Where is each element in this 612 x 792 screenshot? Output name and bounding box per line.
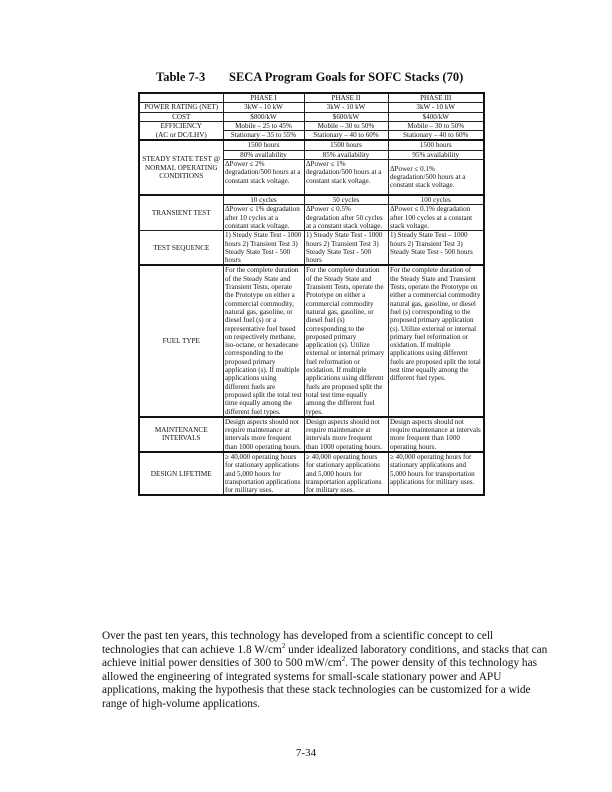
superscript: 2 bbox=[281, 641, 286, 650]
row-label: COST bbox=[139, 112, 223, 121]
row-label-line: INTERVALS bbox=[162, 434, 201, 443]
cell-phase-1: 80% availability bbox=[223, 150, 304, 159]
table-row-fuel-type bbox=[139, 265, 484, 416]
row-label: POWER RATING (NET) bbox=[139, 103, 223, 112]
table-row-power-rating bbox=[139, 103, 484, 112]
header-phase-3: PHASE III bbox=[388, 93, 484, 103]
row-label bbox=[139, 417, 223, 452]
cell-phase-1: $800/kW bbox=[223, 112, 304, 121]
cell-phase-1: 1) Steady State Test - 1000 hours 2) Transient Test 3) Steady State Test - 500 hours bbox=[223, 231, 304, 266]
paragraph-text: . The power density of this technology has allowed the engineering of integrated systems for small-scale stationary power and APU applications, making the hypothesis that these stack technologies can be customized for a wide range of high-volume applications. bbox=[102, 657, 537, 710]
paragraph bbox=[102, 630, 552, 712]
cell-phase-2: ≥ 40,000 operating hours for stationary applications and 5,000 hours for transportation applications for military uses. bbox=[304, 452, 388, 495]
paragraph-text: Over the past ten years, this technology has developed from a scientific concept to cell technologies that can achieve 1.8 W/cm bbox=[102, 630, 494, 656]
cell-phase-1: ΔPower ≤ 2% degradation/500 hours at a constant stack voltage. bbox=[223, 160, 304, 196]
table-header-row bbox=[139, 93, 484, 103]
row-label-line: MAINTENANCE bbox=[154, 426, 208, 435]
header-phase-1: PHASE I bbox=[223, 93, 304, 103]
cell-phase-2: Mobile – 30 to 50% bbox=[304, 121, 388, 130]
cell-phase-3: Mobile – 30 to 50% bbox=[388, 121, 484, 130]
row-label: FUEL TYPE bbox=[139, 265, 223, 416]
cell-phase-3: For the complete duration of the Steady State and Transient Tests, operate the Prototype on either a commercial commodity natural gas, gasoline, or diesel fuel (s) corresponding to the proposed primary application (s). Utilize external or internal primary fuel reformation or oxidation. If multiple applications using different fuels are proposed split the total test time equally among the different fuel types. bbox=[388, 265, 484, 416]
cell-phase-1: Stationary – 35 to 55% bbox=[223, 131, 304, 141]
cell-phase-1: 10 cycles bbox=[223, 195, 304, 205]
page-number: 7-34 bbox=[295, 747, 317, 759]
row-label: DESIGN LIFETIME bbox=[139, 452, 223, 495]
cell-phase-2: Stationary – 40 to 60% bbox=[304, 131, 388, 141]
cell-phase-3: Stationary – 40 to 60% bbox=[388, 131, 484, 141]
cell-phase-1: ΔPower ≤ 1% degradation after 10 cycles at a constant stack voltage. bbox=[223, 205, 304, 231]
cell-phase-2: For the complete duration of the Steady State and Transient Tests, operate the Prototype on either a commercial commodity natural gas, gasoline, or diesel fuel (s) corresponding to the proposed primary application (s). Utilize external or internal primary fuel reformation or oxidation. If multiple applications using different fuels are proposed split the total test time equally among the different fuel types. bbox=[304, 265, 388, 416]
cell-phase-1: 1500 hours bbox=[223, 140, 304, 150]
superscript: 2 bbox=[341, 655, 346, 664]
table-row-transient-cycles bbox=[139, 195, 484, 205]
cell-phase-1: Design aspects should not require maintenance at intervals more frequent than 1000 operating hours. bbox=[223, 417, 304, 452]
seca-goals-table-container bbox=[138, 92, 483, 496]
cell-phase-2: 1500 hours bbox=[304, 140, 388, 150]
cell-phase-3: 1) Steady State Test – 1000 hours 2) Transient Test 3) Steady State Test - 500 hours bbox=[388, 231, 484, 266]
cell-phase-2: ΔPower ≤ 1% degradation/500 hours at a constant stack voltage. bbox=[304, 160, 388, 196]
cell-phase-2: 85% availability bbox=[304, 150, 388, 159]
cell-phase-3: $400/kW bbox=[388, 112, 484, 121]
header-empty bbox=[139, 93, 223, 103]
table-row-design-lifetime bbox=[139, 452, 484, 495]
cell-phase-2: $600/kW bbox=[304, 112, 388, 121]
table-row-efficiency-mobile bbox=[139, 121, 484, 130]
paragraph-text: under idealized laboratory conditions, and stacks that can achieve initial power densities of 300 to 500 mW/cm bbox=[102, 643, 548, 670]
cell-phase-3: ≥ 40,000 operating hours for stationary applications and 5,000 hours for transportation applications for military uses. bbox=[388, 452, 484, 495]
cell-phase-2: ΔPower ≤ 0.5% degradation after 50 cycles at a constant stack voltage. bbox=[304, 205, 388, 231]
cell-phase-1: 3kW - 10 kW bbox=[223, 103, 304, 112]
cell-phase-1: ≥ 40,000 operating hours for stationary applications and 5,000 hours for transportation applications for military uses. bbox=[223, 452, 304, 495]
cell-phase-3: 100 cycles bbox=[388, 195, 484, 205]
row-label: TEST SEQUENCE bbox=[139, 231, 223, 266]
cell-phase-3: ΔPower ≤ 0.1% degradation/500 hours at a constant stack voltage. bbox=[388, 160, 484, 196]
table-title: SECA Program Goals for SOFC Stacks (70) bbox=[229, 70, 464, 84]
cell-phase-2: 3kW - 10 kW bbox=[304, 103, 388, 112]
row-label bbox=[139, 121, 223, 140]
row-label: TRANSIENT TEST bbox=[139, 195, 223, 231]
row-label: STEADY STATE TEST @ NORMAL OPERATING CONDITIONS bbox=[139, 140, 223, 195]
cell-phase-3: 1500 hours bbox=[388, 140, 484, 150]
cell-phase-2: Design aspects should not require maintenance at intervals more frequent than 1000 operating hours. bbox=[304, 417, 388, 452]
cell-phase-3: Design aspects should not require maintenance at intervals more frequent than 1000 operating hours. bbox=[388, 417, 484, 452]
seca-goals-table bbox=[138, 92, 485, 496]
table-row-maintenance bbox=[139, 417, 484, 452]
table-row-cost bbox=[139, 112, 484, 121]
cell-phase-2: 50 cycles bbox=[304, 195, 388, 205]
table-row-steady-state-hours bbox=[139, 140, 484, 150]
cell-phase-3: ΔPower ≤ 0.1% degradation after 100 cycles at a constant stack voltage. bbox=[388, 205, 484, 231]
table-number: Table 7-3 bbox=[156, 70, 206, 84]
header-phase-2: PHASE II bbox=[304, 93, 388, 103]
body-paragraph bbox=[102, 630, 552, 712]
cell-phase-1: Mobile – 25 to 45% bbox=[223, 121, 304, 130]
table-row-test-sequence bbox=[139, 231, 484, 266]
cell-phase-2: 1) Steady State Test - 1000 hours 2) Transient Test 3) Steady State Test - 500 hours bbox=[304, 231, 388, 266]
cell-phase-1: For the complete duration of the Steady State and Transient Tests, operate the Prototype on either a commercial commodity, natural gas, gasoline, or diesel fuel (s) or a representative fuel based on respectively methane, iso-octane, or hexadecane corresponding to the proposed primary application (s). If multiple applications using different fuels are proposed split the total test time equally among the different fuel types. bbox=[223, 265, 304, 416]
cell-phase-3: 95% availability bbox=[388, 150, 484, 159]
row-label-line: (AC or DC/LHV) bbox=[155, 130, 207, 139]
cell-phase-3: 3kW - 10 kW bbox=[388, 103, 484, 112]
row-label-line: EFFICIENCY bbox=[160, 122, 203, 131]
